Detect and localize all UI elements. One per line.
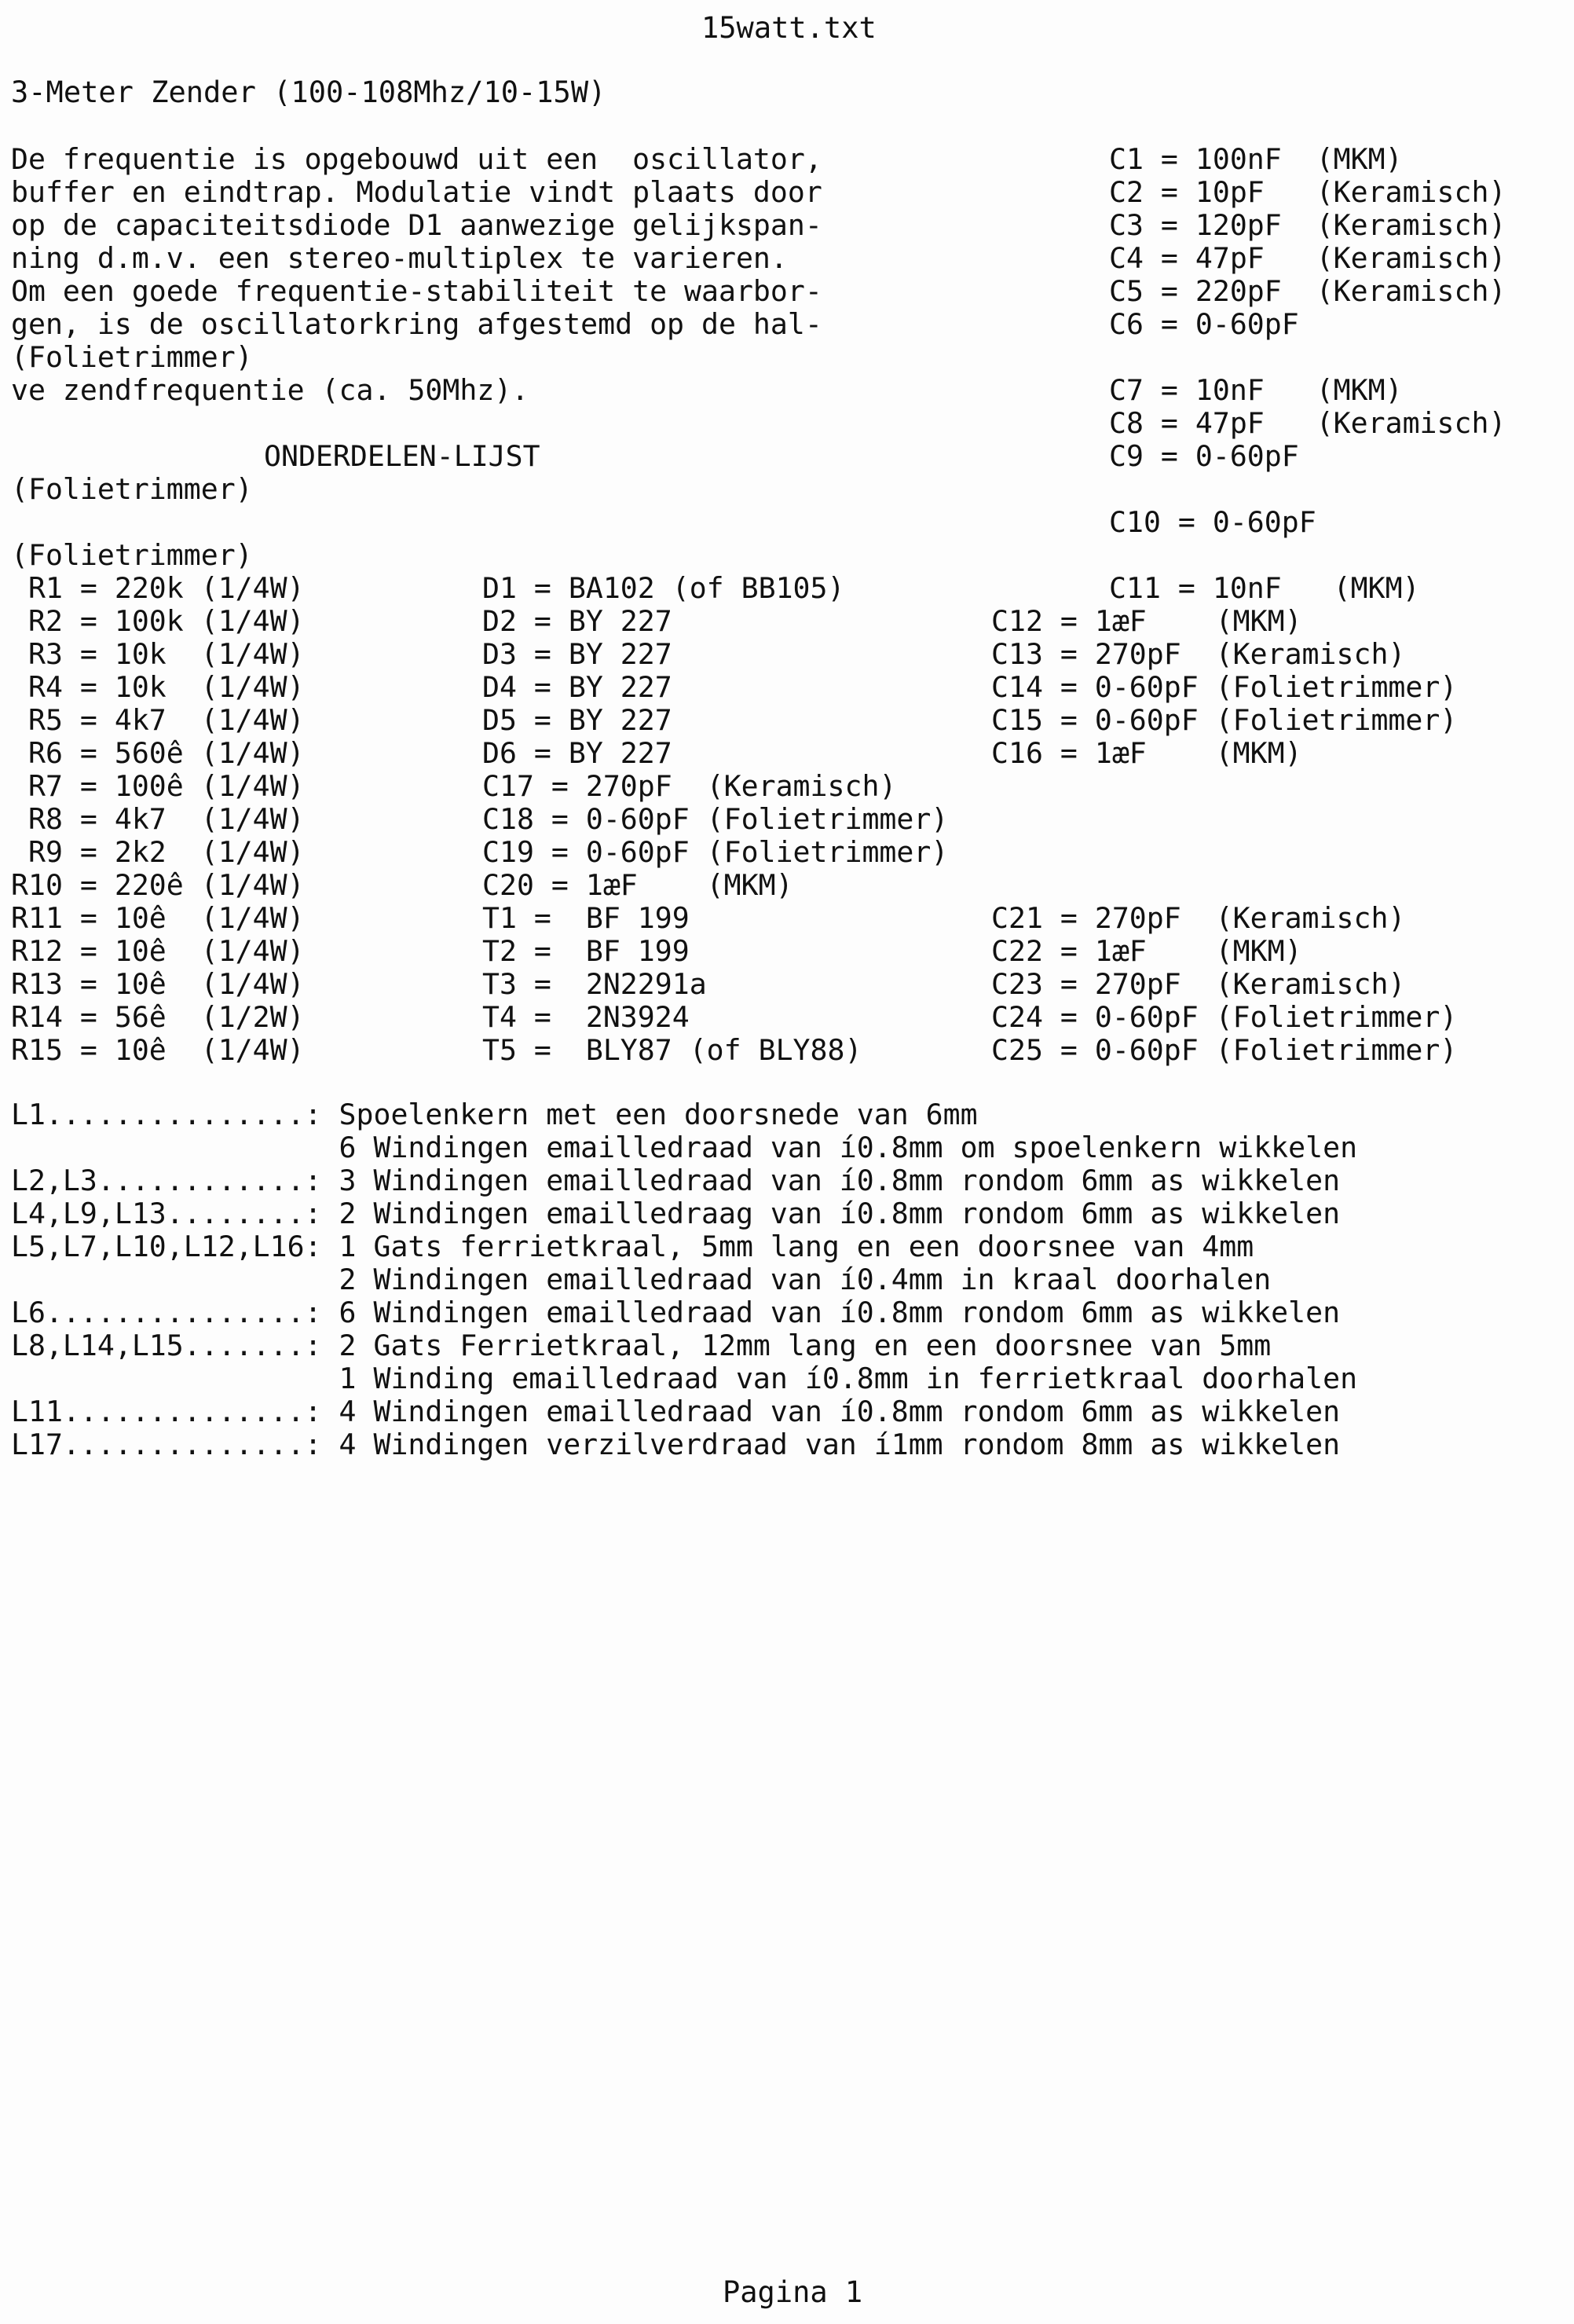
description-line: (Folietrimmer) (11, 340, 253, 374)
part-line: R4 = 10k (1/4W) (11, 670, 305, 704)
coil-line: L4,L9,L13........: 2 Windingen emailledraag van í0.8mm rondom 6mm as wikkelen (11, 1197, 1341, 1230)
description-line: ning d.m.v. een stereo-multiplex te varieren. (11, 241, 788, 275)
part-line: T3 = 2N2291a (482, 967, 707, 1001)
part-line: D3 = BY 227 (482, 637, 672, 671)
part-line: R13 = 10ê (1/4W) (11, 967, 305, 1001)
part-line: T1 = BF 199 (482, 901, 690, 935)
coil-line: L6...............: 6 Windingen emailledraad van í0.8mm rondom 6mm as wikkelen (11, 1296, 1341, 1329)
part-line: C10 = 0-60pF (1109, 505, 1316, 539)
part-line: R14 = 56ê (1/2W) (11, 1000, 305, 1034)
part-line: R6 = 560ê (1/4W) (11, 736, 305, 770)
part-line: T4 = 2N3924 (482, 1000, 690, 1034)
coil-line: 6 Windingen emailledraad van í0.8mm om spoelenkern wikkelen (11, 1131, 1358, 1164)
coil-line: L11..............: 4 Windingen emailledraad van í0.8mm rondom 6mm as wikkelen (11, 1395, 1341, 1428)
part-line: R3 = 10k (1/4W) (11, 637, 305, 671)
part-line: D1 = BA102 (of BB105) (482, 571, 845, 605)
part-line: C17 = 270pF (Keramisch) (482, 769, 897, 803)
part-line: R7 = 100ê (1/4W) (11, 769, 305, 803)
part-line: C1 = 100nF (MKM) (1109, 142, 1403, 176)
part-line: R9 = 2k2 (1/4W) (11, 835, 305, 869)
page-number: Pagina 1 (723, 2275, 863, 2309)
part-line: C21 = 270pF (Keramisch) (991, 901, 1406, 935)
part-line: C4 = 47pF (Keramisch) (1109, 241, 1506, 275)
part-line: T2 = BF 199 (482, 934, 690, 968)
part-line: C24 = 0-60pF (Folietrimmer) (991, 1000, 1458, 1034)
document-title: 3-Meter Zender (100-108Mhz/10-15W) (11, 75, 606, 109)
coil-line: L8,L14,L15.......: 2 Gats Ferrietkraal, 12mm lang en een doorsnee van 5mm (11, 1329, 1272, 1362)
description-line: gen, is de oscillatorkring afgestemd op de hal- (11, 307, 822, 341)
part-line: C3 = 120pF (Keramisch) (1109, 208, 1506, 242)
part-line: D6 = BY 227 (482, 736, 672, 770)
part-line: C11 = 10nF (MKM) (1109, 571, 1420, 605)
part-line: C8 = 47pF (Keramisch) (1109, 406, 1506, 440)
part-line: C20 = 1æF (MKM) (482, 868, 793, 902)
folietrimmer-label: (Folietrimmer) (11, 538, 253, 572)
part-line: D5 = BY 227 (482, 703, 672, 737)
part-line: T5 = BLY87 (of BLY88) (482, 1033, 862, 1067)
part-line: C7 = 10nF (MKM) (1109, 373, 1403, 407)
part-line: C23 = 270pF (Keramisch) (991, 967, 1406, 1001)
coil-line: L2,L3............: 3 Windingen emailledraad van í0.8mm rondom 6mm as wikkelen (11, 1164, 1341, 1197)
part-line: C6 = 0-60pF (1109, 307, 1299, 341)
part-line: C18 = 0-60pF (Folietrimmer) (482, 802, 949, 836)
description-line: buffer en eindtrap. Modulatie vindt plaats door (11, 175, 822, 209)
parts-list-heading: ONDERDELEN-LIJST (264, 439, 540, 473)
part-line: R10 = 220ê (1/4W) (11, 868, 305, 902)
part-line: C12 = 1æF (MKM) (991, 604, 1302, 638)
part-line: R5 = 4k7 (1/4W) (11, 703, 305, 737)
part-line: C25 = 0-60pF (Folietrimmer) (991, 1033, 1458, 1067)
part-line: C9 = 0-60pF (1109, 439, 1299, 473)
description-line: De frequentie is opgebouwd uit een oscillator, (11, 142, 822, 176)
coil-line: L5,L7,L10,L12,L16: 1 Gats ferrietkraal, 5mm lang en een doorsnee van 4mm (11, 1230, 1254, 1263)
description-line: op de capaciteitsdiode D1 aanwezige gelijkspan- (11, 208, 822, 242)
part-line: C15 = 0-60pF (Folietrimmer) (991, 703, 1458, 737)
part-line: D4 = BY 227 (482, 670, 672, 704)
part-line: R12 = 10ê (1/4W) (11, 934, 305, 968)
part-line: C19 = 0-60pF (Folietrimmer) (482, 835, 949, 869)
part-line: R8 = 4k7 (1/4W) (11, 802, 305, 836)
part-line: C14 = 0-60pF (Folietrimmer) (991, 670, 1458, 704)
part-line: C5 = 220pF (Keramisch) (1109, 274, 1506, 308)
part-line: C13 = 270pF (Keramisch) (991, 637, 1406, 671)
part-line: D2 = BY 227 (482, 604, 672, 638)
part-line: C22 = 1æF (MKM) (991, 934, 1302, 968)
description-line: Om een goede frequentie-stabiliteit te waarbor- (11, 274, 822, 308)
coil-line: L1...............: Spoelenkern met een doorsnede van 6mm (11, 1098, 978, 1131)
file-title: 15watt.txt (701, 11, 877, 45)
part-line: C2 = 10pF (Keramisch) (1109, 175, 1506, 209)
part-line: R1 = 220k (1/4W) (11, 571, 305, 605)
part-line: R11 = 10ê (1/4W) (11, 901, 305, 935)
part-line: R15 = 10ê (1/4W) (11, 1033, 305, 1067)
coil-line: 2 Windingen emailledraad van í0.4mm in kraal doorhalen (11, 1263, 1272, 1296)
coil-line: L17..............: 4 Windingen verzilverdraad van í1mm rondom 8mm as wikkelen (11, 1428, 1341, 1461)
folietrimmer-label: (Folietrimmer) (11, 472, 253, 506)
coil-line: 1 Winding emailledraad van í0.8mm in ferrietkraal doorhalen (11, 1362, 1358, 1395)
part-line: R2 = 100k (1/4W) (11, 604, 305, 638)
description-line: ve zendfrequentie (ca. 50Mhz). (11, 373, 529, 407)
part-line: C16 = 1æF (MKM) (991, 736, 1302, 770)
